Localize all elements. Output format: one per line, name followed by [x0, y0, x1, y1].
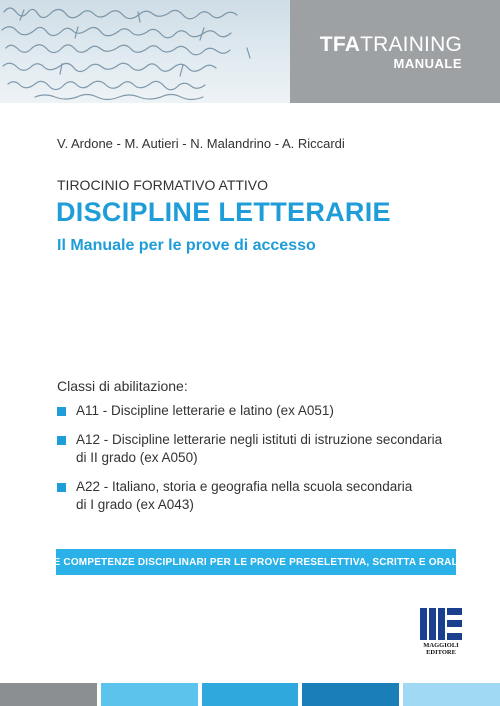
- publisher-name: [418, 642, 464, 656]
- footer-segment: [302, 683, 399, 706]
- class-item-text-cont: di II grado (ex A050): [76, 450, 198, 465]
- footer-segment: [202, 683, 299, 706]
- classes-heading: Classi di abilitazione:: [57, 378, 188, 394]
- brand-light-text: TRAINING: [360, 33, 462, 56]
- publisher-name-line1: MAGGIOLI: [423, 642, 459, 649]
- book-subtitle: Il Manuale per le prove di accesso: [57, 237, 316, 254]
- series-brand-box: [290, 0, 500, 103]
- brand-bold-text: TFA: [319, 33, 361, 56]
- footer-segment: [0, 683, 97, 706]
- publisher-name-line2: EDITORE: [426, 649, 456, 656]
- class-item-text: A22 - Italiano, storia e geografia nella scuola secondaria: [76, 479, 413, 494]
- publisher-m-icon: [420, 608, 462, 640]
- list-item: [57, 402, 457, 420]
- publisher-logo: [418, 608, 464, 654]
- square-bullet-icon: [57, 407, 66, 416]
- competences-banner: LE COMPETENZE DISCIPLINARI PER LE PROVE PRESELETTIVA, SCRITTA E ORALE: [56, 549, 456, 575]
- footer-segment: [101, 683, 198, 706]
- classes-list: [57, 402, 457, 525]
- square-bullet-icon: [57, 483, 66, 492]
- series-label: TIROCINIO FORMATIVO ATTIVO: [57, 177, 269, 193]
- footer-segment: [403, 683, 500, 706]
- handwriting-header-image: [0, 0, 290, 103]
- list-item: [57, 478, 457, 514]
- square-bullet-icon: [57, 436, 66, 445]
- class-item-text: A12 - Discipline letterarie negli istituti di istruzione secondaria: [76, 432, 443, 447]
- authors-line: V. Ardone - M. Autieri - N. Malandrino - A. Riccardi: [57, 136, 345, 151]
- class-item-text: A11 - Discipline letterarie e latino (ex A051): [76, 403, 334, 418]
- list-item: [57, 431, 457, 467]
- book-title: DISCIPLINE LETTERARIE: [56, 197, 391, 227]
- class-item-text-cont: di I grado (ex A043): [76, 497, 194, 512]
- series-brand-title: [320, 33, 462, 57]
- footer-color-strip: [0, 683, 500, 706]
- series-brand-subtitle: MANUALE: [393, 56, 462, 71]
